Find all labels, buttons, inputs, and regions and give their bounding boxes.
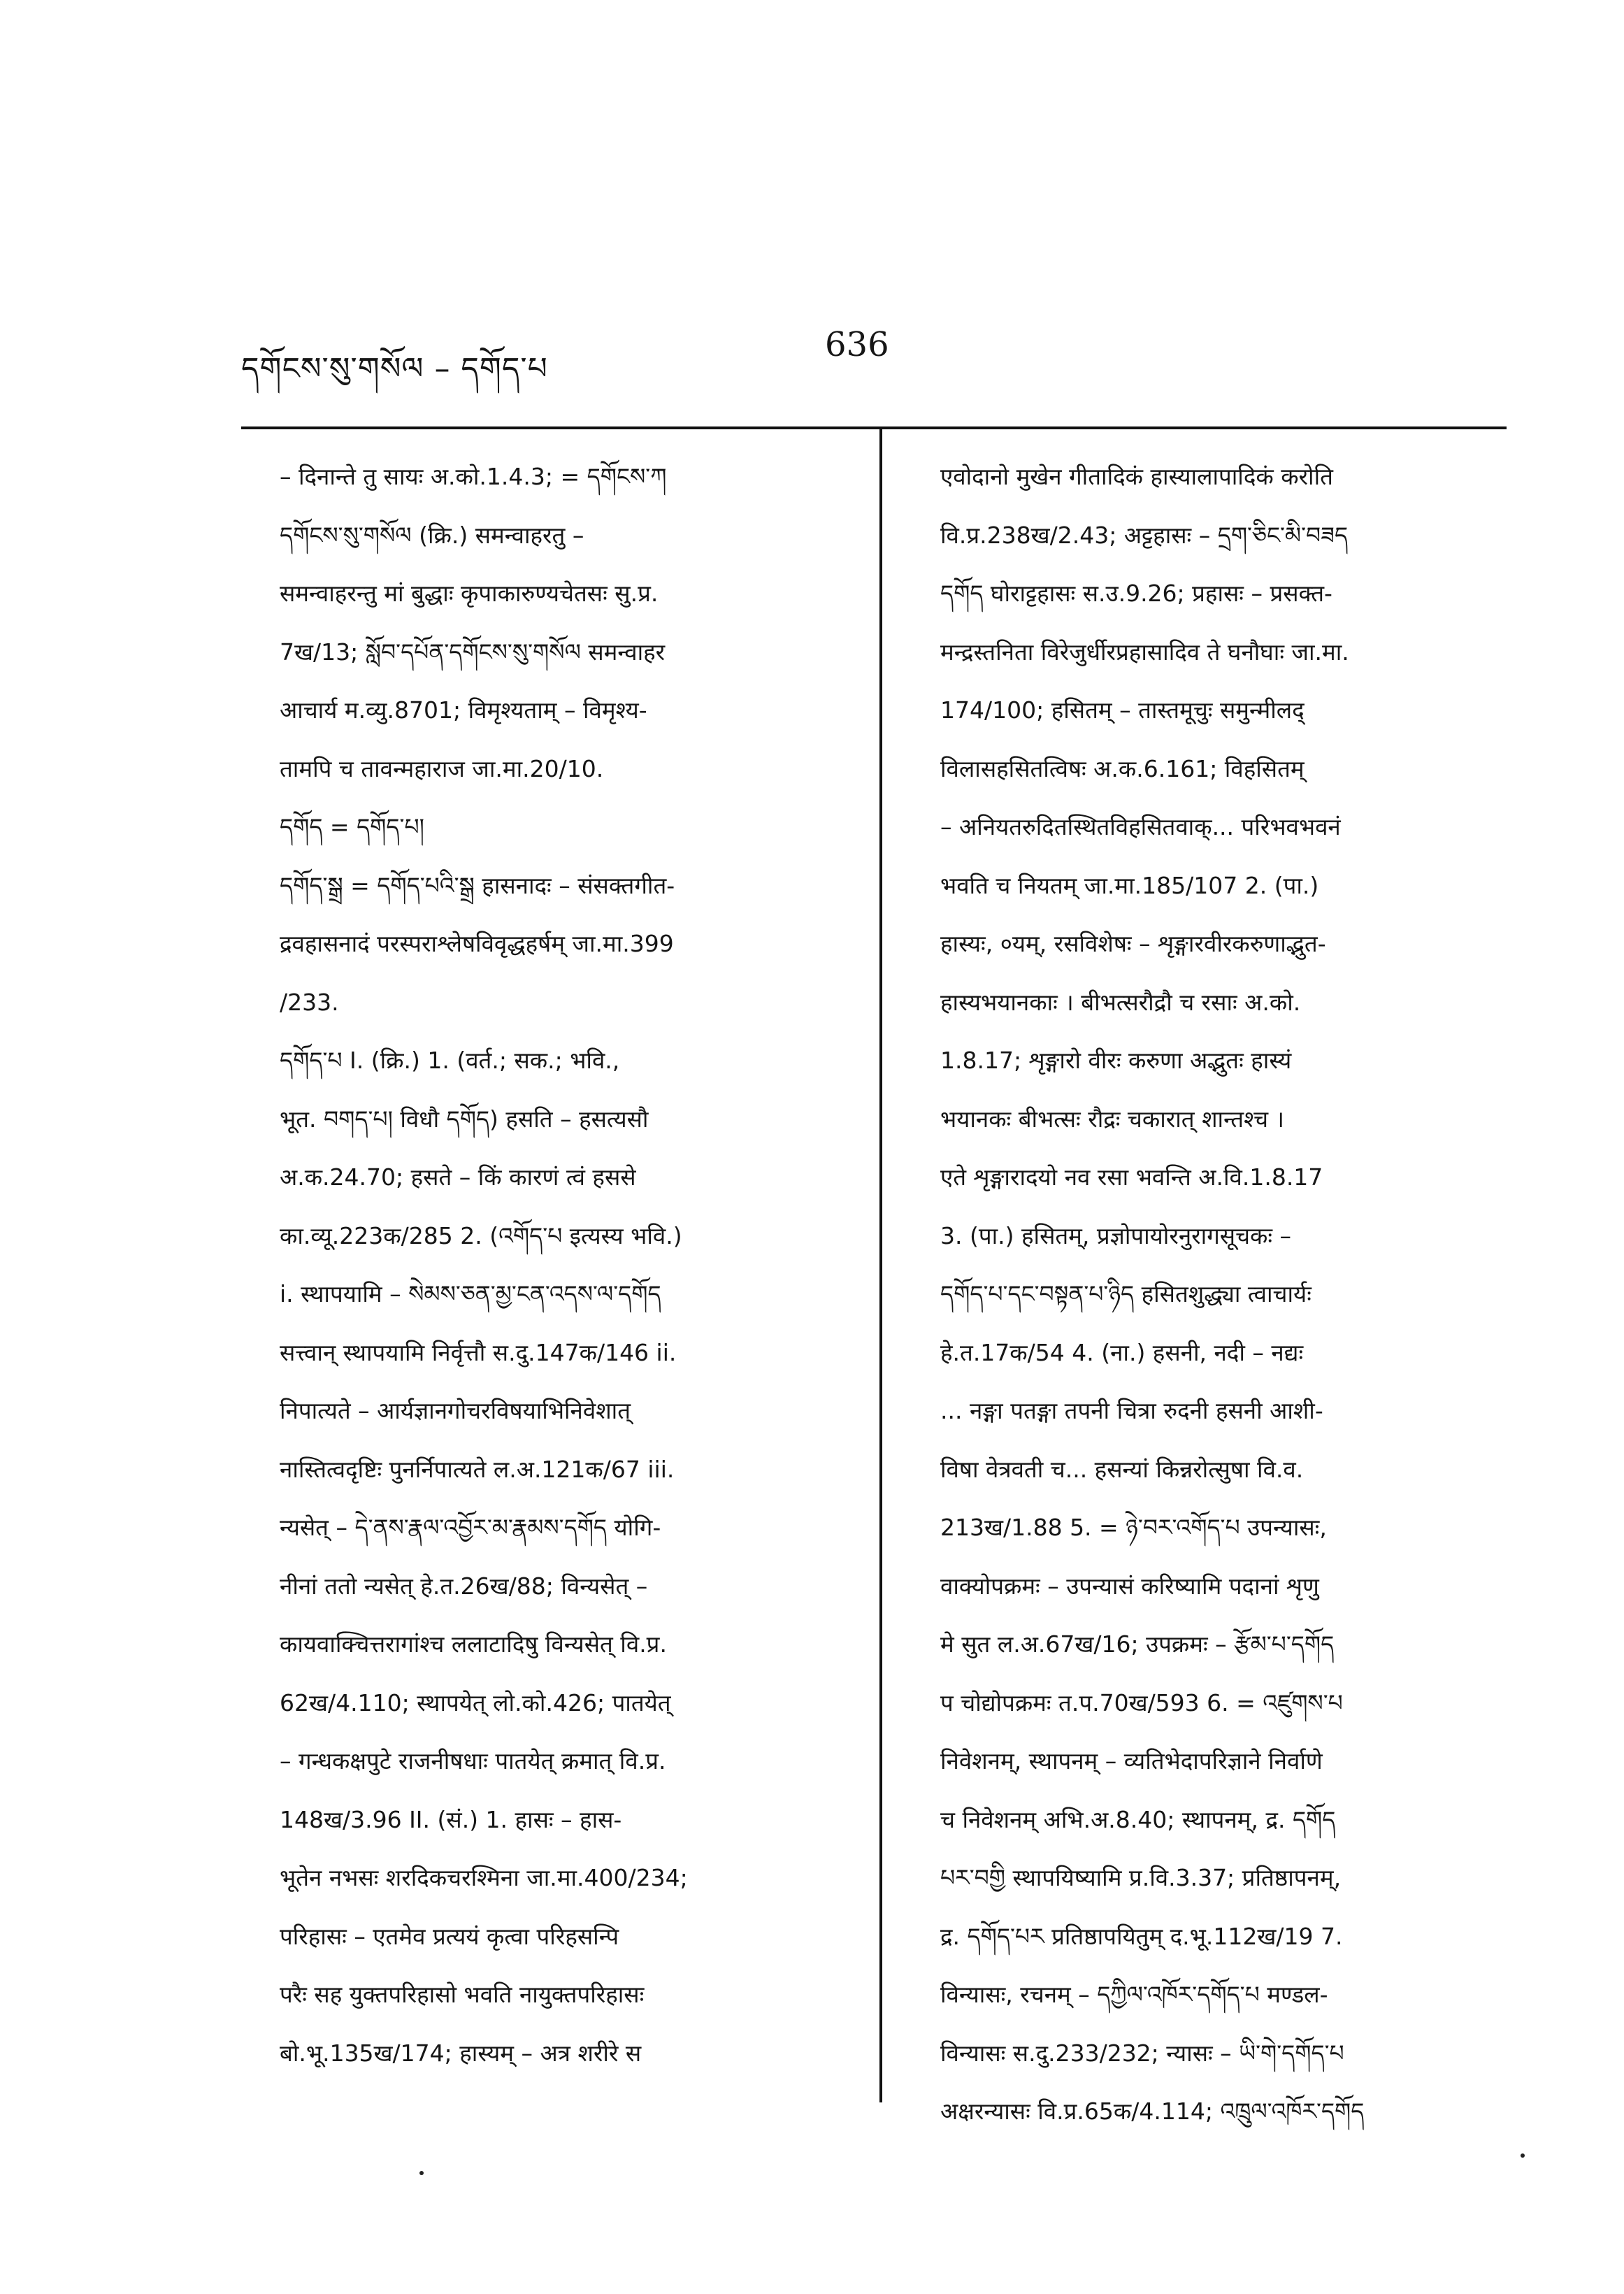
top-rule xyxy=(241,426,1507,429)
right-line: विन्यासः, रचनम् – དཀྱིལ་འཁོར་དགོད་པ मण्डल- xyxy=(940,1981,1328,2008)
right-line: 213ख/1.88 5. = ཉེ་བར་འགོད་པ उपन्यासः, xyxy=(940,1514,1327,1541)
right-line: मे सुत ल.अ.67ख/16; उपक्रमः – རྩོམ་པ་དགོད xyxy=(940,1630,1335,1658)
right-line: द्र. དགོད་པར प्रतिष्ठापयितुम् द.भू.112ख/19 7. xyxy=(940,1922,1343,1950)
left-line: कायवाक्चित्तरागांश्च ललाटादिषु विन्यसेत् वि.प्र. xyxy=(280,1630,667,1658)
left-line: 148ख/3.96 II. (सं.) 1. हासः – हास- xyxy=(280,1805,622,1833)
right-line: विषा वेत्रवती च... हसन्यां किन्नरोत्सुषा वि.व. xyxy=(940,1455,1304,1483)
scan-speck xyxy=(1521,2153,1525,2158)
left-line: बो.भू.135ख/174; हास्यम् – अत्र शरीरे स xyxy=(280,2039,642,2067)
right-column xyxy=(940,447,1510,2125)
right-line: विन्यासः स.दु.233/232; न्यासः – ཡི་གེ་དགོད་པ xyxy=(940,2039,1344,2067)
scan-speck xyxy=(419,2171,424,2175)
right-line: དགོད་པ་དང་བསྟན་པ་ཉིད हसितशुद्ध्या त्वाचार्यः xyxy=(940,1280,1312,1307)
running-head: དགོངས་སུ་གསོལ – དགོད་པ xyxy=(241,351,548,387)
right-line: भयानकः बीभत्सः रौद्रः चकारात् शान्तश्च । xyxy=(940,1105,1285,1133)
left-line: དགོད་སྒྲ = དགོད་པའི་སྒྲ हासनादः – संसक्तगीत- xyxy=(280,871,675,899)
right-line: हास्यभयानकाः । बीभत्सरौद्रौ च रसाः अ.को. xyxy=(940,988,1301,1016)
left-line: अ.क.24.70; हसते – किं कारणं त्वं हससे xyxy=(280,1163,636,1191)
right-line: प चोद्योपक्रमः त.प.70ख/593 6. = འཛུགས་པ xyxy=(940,1689,1343,1716)
right-line: 174/100; हसितम् – तास्तमूचुः समुन्मीलद् xyxy=(940,696,1305,724)
right-line: एते शृङ्गारादयो नव रसा भवन्ति अ.वि.1.8.17 xyxy=(940,1163,1323,1191)
right-line: विलासहसितत्विषः अ.क.6.161; विहसितम् xyxy=(940,754,1305,782)
left-line: तामपि च तावन्महाराज जा.मा.20/10. xyxy=(280,754,604,782)
left-line: 7ख/13; སློབ་དཔོན་དགོངས་སུ་གསོལ समन्वाहर xyxy=(280,638,666,666)
right-line: པར་བགྱི स्थापयिष्यामि प्र.वि.3.37; प्रतिष्ठापनम्, xyxy=(940,1864,1342,1891)
page-number: 636 xyxy=(825,325,889,364)
right-line: वाक्योपक्रमः – उपन्यासं करिष्यामि पदानां शृणु xyxy=(940,1572,1319,1600)
left-line: /233. xyxy=(280,988,339,1016)
left-line: समन्वाहरन्तु मां बुद्धाः कृपाकारुण्यचेतसः सु.प्र. xyxy=(280,580,659,607)
left-line: – गन्धकक्षपुटे राजनीषधाः पातयेत् क्रमात् वि.प्र. xyxy=(280,1747,666,1775)
right-line: དགོད घोराट्टहासः स.उ.9.26; प्रहासः – प्रसक्त- xyxy=(940,580,1332,607)
left-line: परैः सह युक्तपरिहासो भवति नायुक्तपरिहासः xyxy=(280,1981,645,2008)
left-line: आचार्य म.व्यु.8701; विमृश्यताम् – विमृश्य- xyxy=(280,696,647,724)
left-line: परिहासः – एतमेव प्रत्ययं कृत्वा परिहसन्पि xyxy=(280,1922,619,1950)
right-line: मन्द्रस्तनिता विरेजुर्धीरप्रहासादिव ते घनौघाः जा.मा. xyxy=(940,638,1349,666)
left-line: དགོད = དགོད་པ། xyxy=(280,813,424,840)
left-line: भूत. བགད་པ། विधौ དགོད) हसति – हसत्यसौ xyxy=(280,1105,649,1133)
right-line: – अनियतरुदितस्थितविहसितवाक्... परिभवभवनं xyxy=(940,813,1341,840)
left-line: का.व्यू.223क/285 2. (འགོད་པ इत्यस्य भवि.) xyxy=(280,1221,682,1249)
left-line: i. स्थापयामि – སེམས་ཅན་མྱ་ངན་འདས་ལ་དགོད xyxy=(280,1280,661,1307)
right-line: 1.8.17; शृङ्गारो वीरः करुणा अद्भुतः हास्यं xyxy=(940,1047,1292,1074)
left-line: 62ख/4.110; स्थापयेत् लो.को.426; पातयेत् xyxy=(280,1689,671,1716)
left-column xyxy=(280,447,860,2084)
right-line: वि.प्र.238ख/2.43; अट्टहासः – དྲག་ཅིང་མི་བཟད xyxy=(940,521,1349,549)
left-line: नास्तित्वदृष्टिः पुनर्निपात्यते ल.अ.121क/67 iii. xyxy=(280,1455,675,1483)
left-line: निपात्यते – आर्यज्ञानगोचरविषयाभिनिवेशात् xyxy=(280,1397,631,1424)
column-divider xyxy=(879,428,882,2102)
left-line: भूतेन नभसः शरदिकचरश्मिना जा.मा.400/234; xyxy=(280,1864,688,1891)
left-line: – दिनान्ते तु सायः अ.को.1.4.3; = དགོངས་ཀ xyxy=(280,463,667,490)
right-line: 3. (पा.) हसितम्, प्रज्ञोपायोरनुरागसूचकः – xyxy=(940,1221,1292,1249)
left-line: དགོངས་སུ་གསོལ (क्रि.) समन्वाहरतु – xyxy=(280,521,584,549)
right-line: च निवेशनम् अभि.अ.8.40; स्थापनम्, द्र. དགོད xyxy=(940,1805,1336,1833)
left-line: न्यसेत् – དེ་ནས་རྣལ་འབྱོར་མ་རྣམས་དགོད योगि- xyxy=(280,1514,661,1541)
left-line: नीनां ततो न्यसेत् हे.त.26ख/88; विन्यसेत् – xyxy=(280,1572,648,1600)
right-line: हास्यः, ०यम्, रसविशेषः – शृङ्गारवीरकरुणाद्भुत- xyxy=(940,930,1326,957)
left-line: द्रवहासनादं परस्पराश्लेषविवृद्धहर्षम् जा.मा.399 xyxy=(280,930,674,957)
right-line: ... नङ्गा पतङ्गा तपनी चित्रा रुदनी हसनी आशी- xyxy=(940,1397,1323,1424)
left-line: सत्त्वान् स्थापयामि निर्वृत्तौ स.दु.147क/146 ii. xyxy=(280,1338,677,1366)
right-line: एवोदानो मुखेन गीतादिकं हास्यालापादिकं करोति xyxy=(940,463,1333,490)
right-line: भवति च नियतम् जा.मा.185/107 2. (पा.) xyxy=(940,871,1319,899)
left-line: དགོད་པ I. (क्रि.) 1. (वर्त.; सक.; भवि., xyxy=(280,1047,620,1074)
right-line: अक्षरन्यासः वि.प्र.65क/4.114; འཁྲུལ་འཁོར་དགོད xyxy=(940,2098,1365,2125)
right-line: हे.त.17क/54 4. (ना.) हसनी, नदी – नद्यः xyxy=(940,1338,1304,1366)
right-line: निवेशनम्, स्थापनम् – व्यतिभेदापरिज्ञाने निर्वाणे xyxy=(940,1747,1323,1775)
